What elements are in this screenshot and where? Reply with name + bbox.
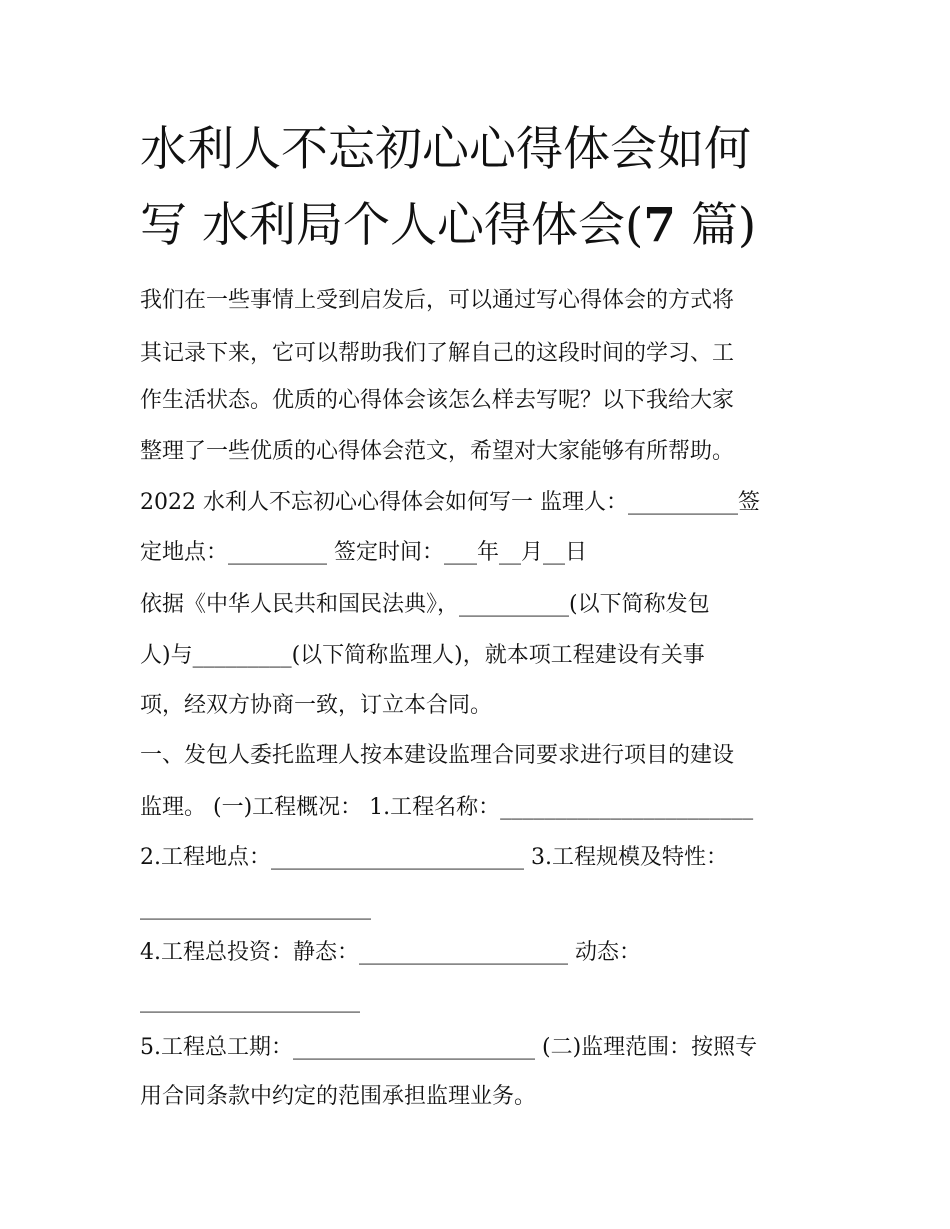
body-line-2: 其记录下来，它可以帮助我们了解自己的这段时间的学习、工 [140, 341, 735, 366]
body-line-6: 定地点：_________ 签定时间：___年__月__日 [140, 540, 587, 565]
body-line-12: 2.工程地点：_______________________ 3.工程规模及特性： [140, 845, 728, 870]
body-line-15: ____________________ [140, 988, 360, 1013]
body-line-8: 人)与_________(以下简称监理人)，就本项工程建设有关事 [140, 643, 705, 668]
title-line-2-suffix: 篇) [675, 198, 757, 253]
body-line-14: 4.工程总投资：静态：___________________ 动态： [140, 940, 641, 965]
body-line-9: 项，经双方协商一致，订立本合同。 [140, 693, 493, 718]
body-line-5: 2022 水利人不忘初心心得体会如何写一 监理人：__________签 [140, 490, 760, 515]
body-line-13: _____________________ [140, 895, 371, 920]
body-line-16: 5.工程总工期：______________________ (二)监理范围：按照专 [140, 1035, 758, 1060]
title-article-count: 7 [643, 198, 676, 253]
title-line-2-text: 写 水利局个人心得体会( [140, 198, 644, 253]
body-line-4: 整理了一些优质的心得体会范文，希望对大家能够有所帮助。 [140, 439, 735, 464]
body-line-1: 我们在一些事情上受到启发后，可以通过写心得体会的方式将 [140, 288, 735, 313]
body-line-11: 监理。 (一)工程概况： 1.工程名称：_______________________ [140, 795, 754, 820]
body-line-17: 用合同条款中约定的范围承担监理业务。 [140, 1084, 537, 1109]
body-line-3: 作生活状态。优质的心得体会该怎么样去写呢？以下我给大家 [140, 388, 735, 413]
title-line-2 [140, 188, 830, 264]
document-title [140, 112, 830, 264]
body-line-10: 一、发包人委托监理人按本建设监理合同要求进行项目的建设 [140, 743, 735, 768]
body-line-7: 依据《中华人民共和国民法典》，__________(以下简称发包 [140, 592, 710, 617]
title-line-1: 水利人不忘初心心得体会如何 [140, 122, 751, 177]
